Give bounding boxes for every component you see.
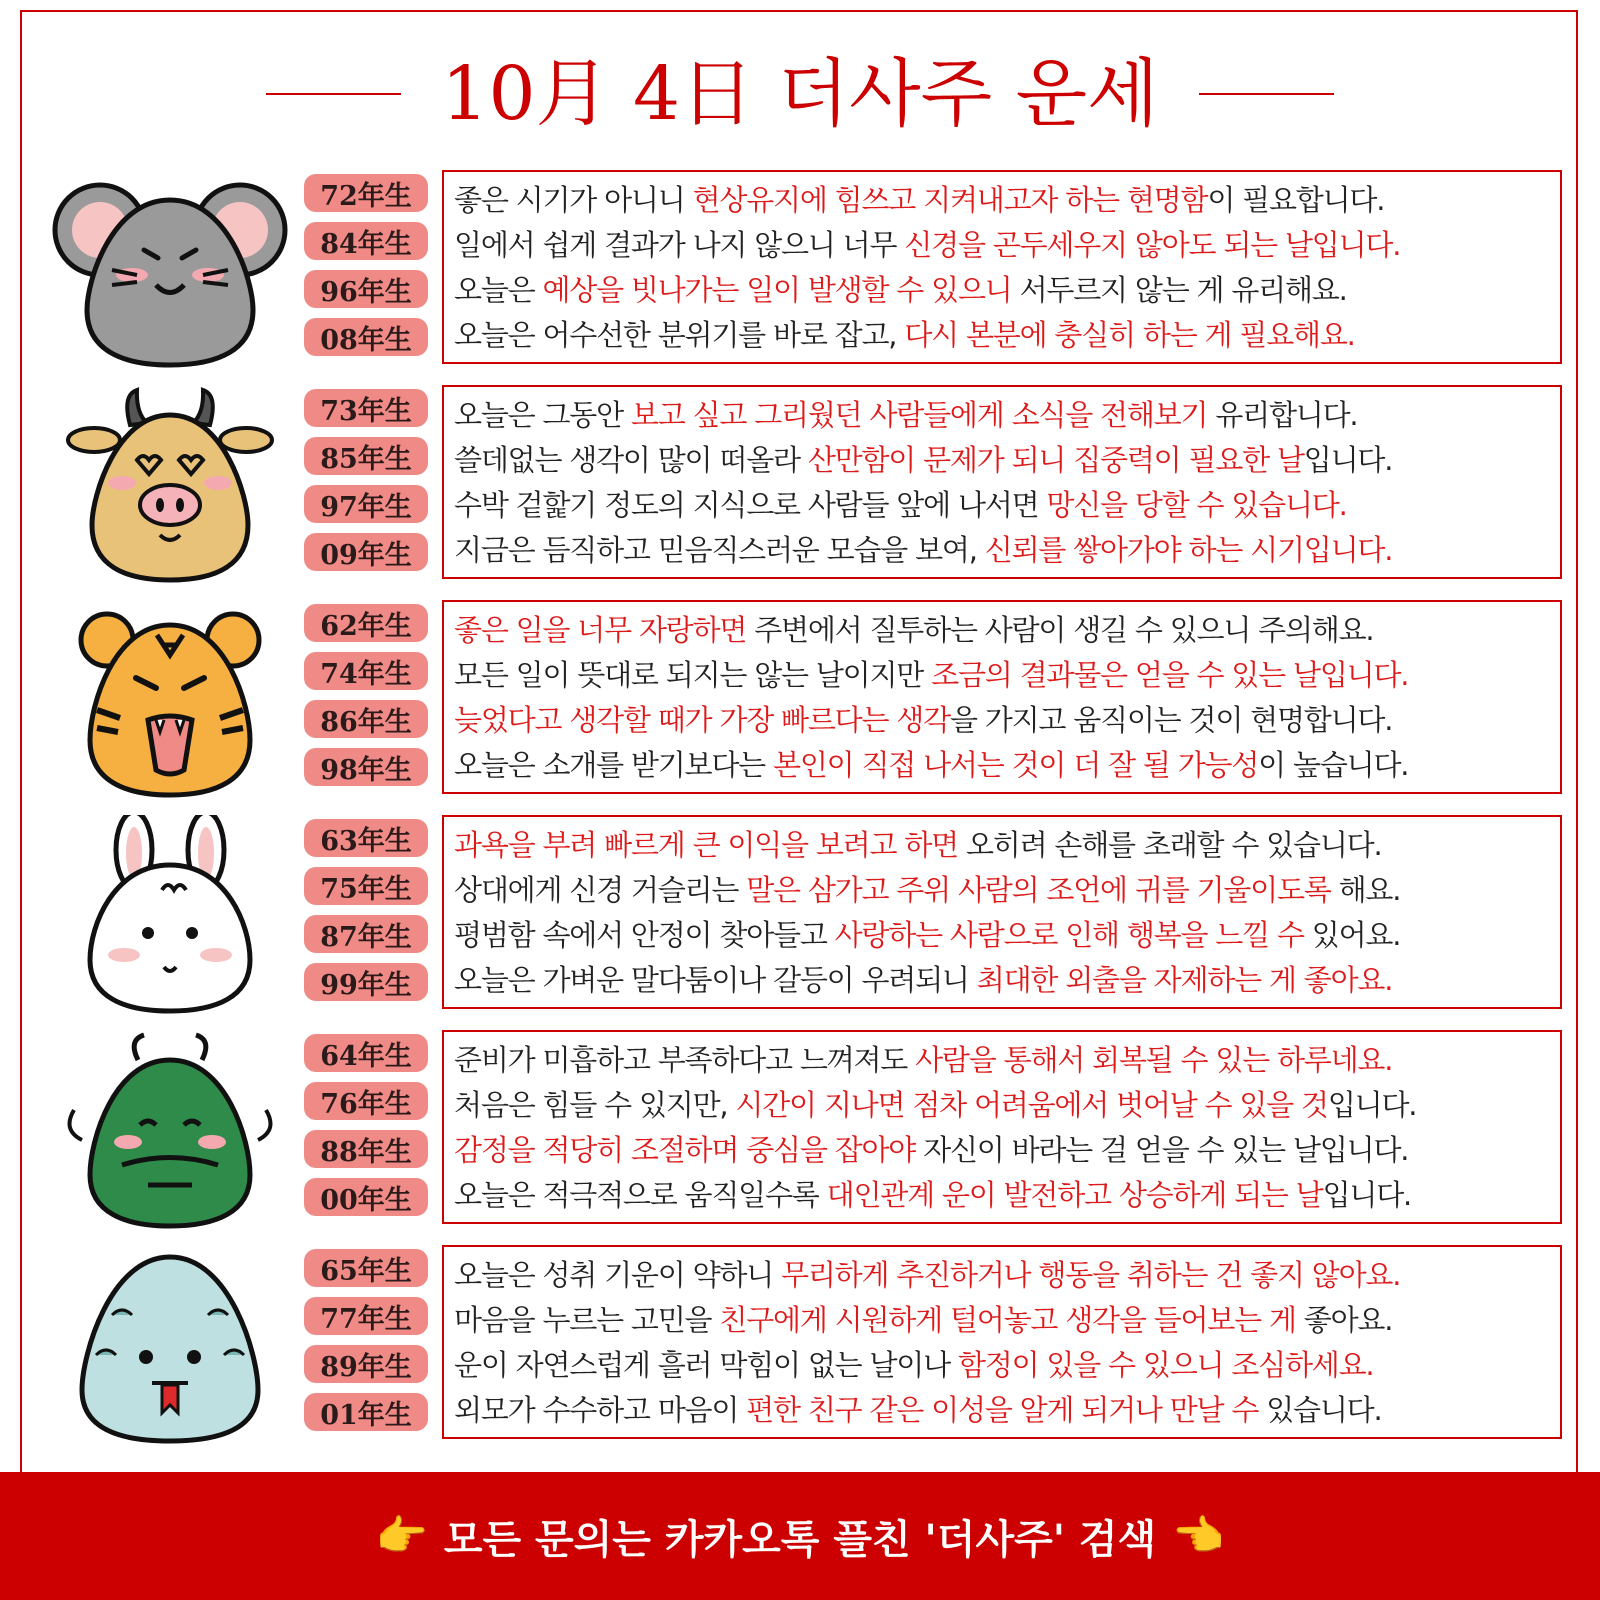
highlighted-text: 망신을 당할 수 있습니다. [1046,488,1347,522]
page-title: 10月 4日 더사주 운세 [441,51,1159,137]
dragon-icon [52,1030,288,1230]
fortune-text: 일에서 쉽게 결과가 나지 않으니 너무 [454,228,905,262]
pointing-left-hand-icon: 👈 [1172,1511,1225,1560]
fortune-text: 유리합니다. [1207,398,1358,432]
birth-year-badge: 77年生 [304,1297,428,1335]
fortune-text: 오늘은 적극적으로 움직일수록 [454,1178,827,1212]
fortune-text: 준비가 미흡하고 부족하다고 느껴져도 [454,1043,916,1077]
birth-year-badge: 09年生 [304,533,428,571]
fortune-row-snake [0,1245,1600,1445]
highlighted-text: 편한 친구 같은 이성을 알게 되거나 만날 수 [746,1393,1259,1427]
fortune-text: 상대에게 신경 거슬리는 [454,873,747,907]
birth-year-badge: 65年生 [304,1249,428,1287]
birth-year-badge: 73年生 [304,389,428,427]
birth-year-badge: 87年生 [304,915,428,953]
highlighted-text: 산만함이 문제가 되니 집중력이 필요한 날 [807,443,1304,477]
birth-year-list [304,1249,428,1441]
fortune-line [454,483,1552,528]
fortune-text: 마음을 누르는 고민을 [454,1303,720,1337]
birth-year-list [304,604,428,796]
highlighted-text: 최대한 외출을 자제하는 게 좋아요. [976,963,1393,997]
highlighted-text: 신경을 곤두세우지 않아도 되는 날입니다. [904,228,1401,262]
fortune-line [454,178,1552,223]
fortune-text: 오늘은 그동안 [454,398,631,432]
fortune-line [454,1128,1552,1173]
highlighted-text: 함정이 있을 수 있으니 조심하세요. [957,1348,1374,1382]
fortune-text: 오늘은 어수선한 분위기를 바로 잡고, [454,318,905,352]
fortune-text: 자신이 바라는 걸 얻을 수 있는 날입니다. [915,1133,1409,1167]
fortune-text: 이 필요합니다. [1207,183,1385,217]
birth-year-badge: 98年生 [304,748,428,786]
fortune-text: 오히려 손해를 초래할 수 있습니다. [957,828,1382,862]
fortune-line [454,1173,1552,1218]
birth-year-badge: 01年生 [304,1393,428,1431]
fortune-text: 이 높습니다. [1258,748,1409,782]
pointing-right-hand-icon: 👉 [375,1511,428,1560]
fortune-line [454,698,1552,743]
birth-year-badge: 97年生 [304,485,428,523]
header [0,44,1600,144]
fortune-text: 운이 자연스럽게 흘러 막힘이 없는 날이나 [454,1348,958,1382]
fortune-text: 좋은 시기가 아니니 [454,183,693,217]
birth-year-badge: 72年生 [304,174,428,212]
fortune-text-box [442,600,1562,794]
birth-year-badge: 62年生 [304,604,428,642]
fortune-text: 오늘은 소개를 받기보다는 [454,748,774,782]
fortune-text: 모든 일이 뜻대로 되지는 않는 날이지만 [454,658,932,692]
fortune-text: 평범함 속에서 안정이 찾아들고 [454,918,835,952]
fortune-line [454,1253,1552,1298]
fortune-text: 외모가 수수하고 마음이 [454,1393,747,1427]
birth-year-list [304,819,428,1011]
fortune-text: 수박 겉핥기 정도의 지식으로 사람들 앞에 나서면 [454,488,1047,522]
fortune-row-dragon [0,1030,1600,1230]
fortune-text: 있습니다. [1258,1393,1382,1427]
birth-year-badge: 88年生 [304,1130,428,1168]
fortune-text: 입니다. [1327,1088,1417,1122]
birth-year-badge: 84年生 [304,222,428,260]
rabbit-icon [52,815,288,1015]
birth-year-list [304,389,428,581]
highlighted-text: 신뢰를 쌓아가야 하는 시기입니다. [984,533,1393,567]
fortune-line [454,1388,1552,1433]
highlighted-text: 현상유지에 힘쓰고 지켜내고자 하는 현명함 [692,183,1208,217]
fortune-row-rabbit [0,815,1600,1015]
fortune-line [454,1083,1552,1128]
fortune-text: 오늘은 성취 기운이 약하니 [454,1258,782,1292]
title-rule-right [1199,93,1334,95]
birth-year-badge: 75年生 [304,867,428,905]
highlighted-text: 시간이 지나면 점차 어려움에서 벗어날 수 있을 것 [735,1088,1328,1122]
fortune-line [454,743,1552,788]
fortune-text: 좋아요. [1295,1303,1393,1337]
highlighted-text: 본인이 직접 나서는 것이 더 잘 될 가능성 [773,748,1259,782]
fortune-line [454,393,1552,438]
fortune-text: 해요. [1330,873,1401,907]
fortune-text-box [442,170,1562,364]
fortune-text: 입니다. [1322,1178,1412,1212]
fortune-text: 있어요. [1303,918,1401,952]
birth-year-badge: 00年生 [304,1178,428,1216]
fortune-text: 입니다. [1303,443,1393,477]
highlighted-text: 좋은 일을 너무 자랑하면 [454,613,747,647]
fortune-row-rat [0,170,1600,370]
highlighted-text: 예상을 빗나가는 일이 발생할 수 있으니 [542,273,1012,307]
birth-year-badge: 74年生 [304,652,428,690]
fortune-text: 오늘은 [454,273,543,307]
ox-icon [52,385,288,585]
highlighted-text: 대인관계 운이 발전하고 상승하게 되는 날 [826,1178,1323,1212]
fortune-line [454,438,1552,483]
rat-icon [52,170,288,370]
highlighted-text: 사람을 통해서 회복될 수 있는 하루네요. [915,1043,1393,1077]
birth-year-list [304,1034,428,1226]
birth-year-badge: 89年生 [304,1345,428,1383]
tiger-icon [52,600,288,800]
highlighted-text: 보고 싶고 그리웠던 사람들에게 소식을 전해보기 [630,398,1208,432]
birth-year-badge: 08年生 [304,318,428,356]
highlighted-text: 친구에게 시원하게 털어놓고 생각을 들어보는 게 [719,1303,1296,1337]
highlighted-text: 무리하게 추진하거나 행동을 취하는 건 좋지 않아요. [781,1258,1401,1292]
fortune-line [454,653,1552,698]
fortune-line [454,913,1552,958]
fortune-line [454,868,1552,913]
footer-text: 모든 문의는 카카오톡 플친 '더사주' 검색 [443,1516,1157,1563]
highlighted-text: 늦었다고 생각할 때가 가장 빠르다는 생각 [454,703,950,737]
highlighted-text: 다시 본분에 충실히 하는 게 필요해요. [904,318,1355,352]
fortune-text: 처음은 힘들 수 있지만, [454,1088,736,1122]
birth-year-badge: 64年生 [304,1034,428,1072]
fortune-line [454,268,1552,313]
birth-year-badge: 63年生 [304,819,428,857]
fortune-line [454,608,1552,653]
fortune-text: 을 가지고 움직이는 것이 현명합니다. [949,703,1393,737]
fortune-text-box [442,385,1562,579]
highlighted-text: 사랑하는 사람으로 인해 행복을 느낄 수 [834,918,1304,952]
fortune-row-tiger [0,600,1600,800]
highlighted-text: 과욕을 부려 빠르게 큰 이익을 보려고 하면 [454,828,958,862]
fortune-text: 지금은 듬직하고 믿음직스러운 모습을 보여, [454,533,985,567]
highlighted-text: 말은 삼가고 주위 사람의 조언에 귀를 기울이도록 [746,873,1331,907]
fortune-text-box [442,815,1562,1009]
fortune-line [454,958,1552,1003]
birth-year-badge: 96年生 [304,270,428,308]
footer-banner [0,1472,1600,1600]
highlighted-text: 감정을 적당히 조절하며 중심을 잡아야 [454,1133,916,1167]
fortune-text: 서두르지 않는 게 유리해요. [1011,273,1347,307]
birth-year-badge: 76年生 [304,1082,428,1120]
fortune-line [454,223,1552,268]
birth-year-badge: 85年生 [304,437,428,475]
fortune-text-box [442,1245,1562,1439]
fortune-line [454,1038,1552,1083]
fortune-line [454,528,1552,573]
fortune-line [454,823,1552,868]
fortune-text-box [442,1030,1562,1224]
birth-year-badge: 86年生 [304,700,428,738]
birth-year-badge: 99年生 [304,963,428,1001]
title-rule-left [266,93,401,95]
fortune-row-ox [0,385,1600,585]
fortune-text: 주변에서 질투하는 사람이 생길 수 있으니 주의해요. [746,613,1374,647]
fortune-line [454,1298,1552,1343]
fortune-text: 쓸데없는 생각이 많이 떠올라 [454,443,808,477]
snake-icon [52,1245,288,1445]
highlighted-text: 조금의 결과물은 얻을 수 있는 날입니다. [931,658,1409,692]
fortune-text: 오늘은 가벼운 말다툼이나 갈등이 우려되니 [454,963,977,997]
birth-year-list [304,174,428,366]
fortune-line [454,313,1552,358]
fortune-line [454,1343,1552,1388]
